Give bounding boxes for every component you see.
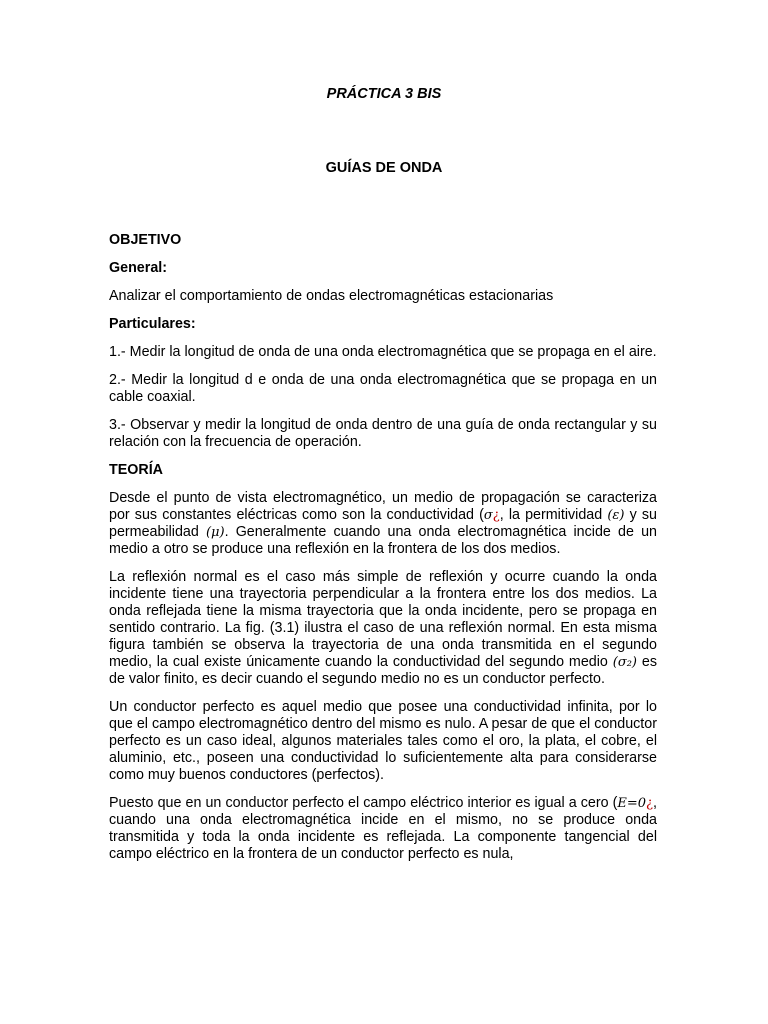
epsilon-symbol: (ε): [607, 508, 625, 523]
text-span: La reflexión normal es el caso más simple de reflexión y ocurre cuando la onda incidente tiene una trayectoria perpendicular a la frontera entre los dos medios. La onda reflejada tiene la misma trayectoria que la onda incidente, pero se propaga en sentido contrario. La fig. (3.1) ilustra el caso de una reflexión normal. En esta misma figura también se observa la trayectoria de una onda transmitida en el segundo medio, la cual existe únicamente cuando la conductividad del segundo medio: [109, 569, 657, 670]
objective-item-1: 1.- Medir la longitud de onda de una onda electromagnética que se propaga en el aire.: [109, 344, 657, 360]
text-span: Puesto que en un conductor perfecto el campo eléctrico interior es igual a cero (: [109, 795, 618, 811]
text-span: Desde el punto de vista electromagnético, un medio de propagación se caracteriza por sus constantes eléctricas como son la conductividad (: [109, 490, 657, 523]
objective-item-2: 2.- Medir la longitud d e onda de una onda electromagnética que se propaga en un cable coaxial.: [109, 372, 657, 405]
teoria-heading: TEORÍA: [109, 462, 164, 478]
theory-paragraph-1: [109, 490, 657, 558]
theory-paragraph-4: [109, 795, 657, 863]
objetivo-heading: OBJETIVO: [109, 232, 182, 248]
missing-glyph: ¿: [646, 796, 654, 811]
text-span: , cuando una onda electromagnética incide en el mismo, no se produce onda transmitida y toda la onda incidente es reflejada. La componente tangencial del campo eléctrico en la frontera de un conductor perfecto es nula,: [109, 795, 657, 862]
text-span: es de valor finito, es decir cuando el segundo medio no es un conductor perfecto.: [109, 654, 657, 687]
sigma2-symbol: (σ₂): [612, 655, 637, 670]
text-span: , la permitividad: [499, 507, 608, 523]
e-field-equation: E=0: [617, 796, 647, 811]
practice-title: PRÁCTICA 3 BIS: [326, 86, 442, 102]
theory-paragraph-2: [109, 569, 657, 688]
general-heading: General:: [109, 260, 168, 276]
sigma-symbol: σ: [483, 508, 493, 523]
missing-glyph: ¿: [492, 508, 500, 523]
particulares-heading: Particulares:: [109, 316, 196, 332]
section-title: GUÍAS DE ONDA: [325, 160, 443, 176]
theory-paragraph-3: Un conductor perfecto es aquel medio que posee una conductividad infinita, por lo que el campo electromagnético dentro del mismo es nulo. A pesar de que el conductor perfecto es un caso ideal, algunos materiales tales como el oro, la plata, el cobre, el aluminio, etc., poseen una conductividad lo suficientemente alta para considerarse como muy buenos conductores (perfectos).: [109, 699, 657, 783]
document-body: [109, 232, 657, 874]
general-text: Analizar el comportamiento de ondas electromagnéticas estacionarias: [109, 288, 554, 304]
mu-symbol: (μ): [205, 525, 225, 540]
text-span: . Generalmente cuando una onda electromagnética incide de un medio a otro se produce una reflexión en la frontera de los dos medios.: [109, 524, 657, 557]
text-span: y su permeabilidad: [109, 507, 657, 540]
objective-item-3: 3.- Observar y medir la longitud de onda dentro de una guía de onda rectangular y su relación con la frecuencia de operación.: [109, 417, 657, 450]
